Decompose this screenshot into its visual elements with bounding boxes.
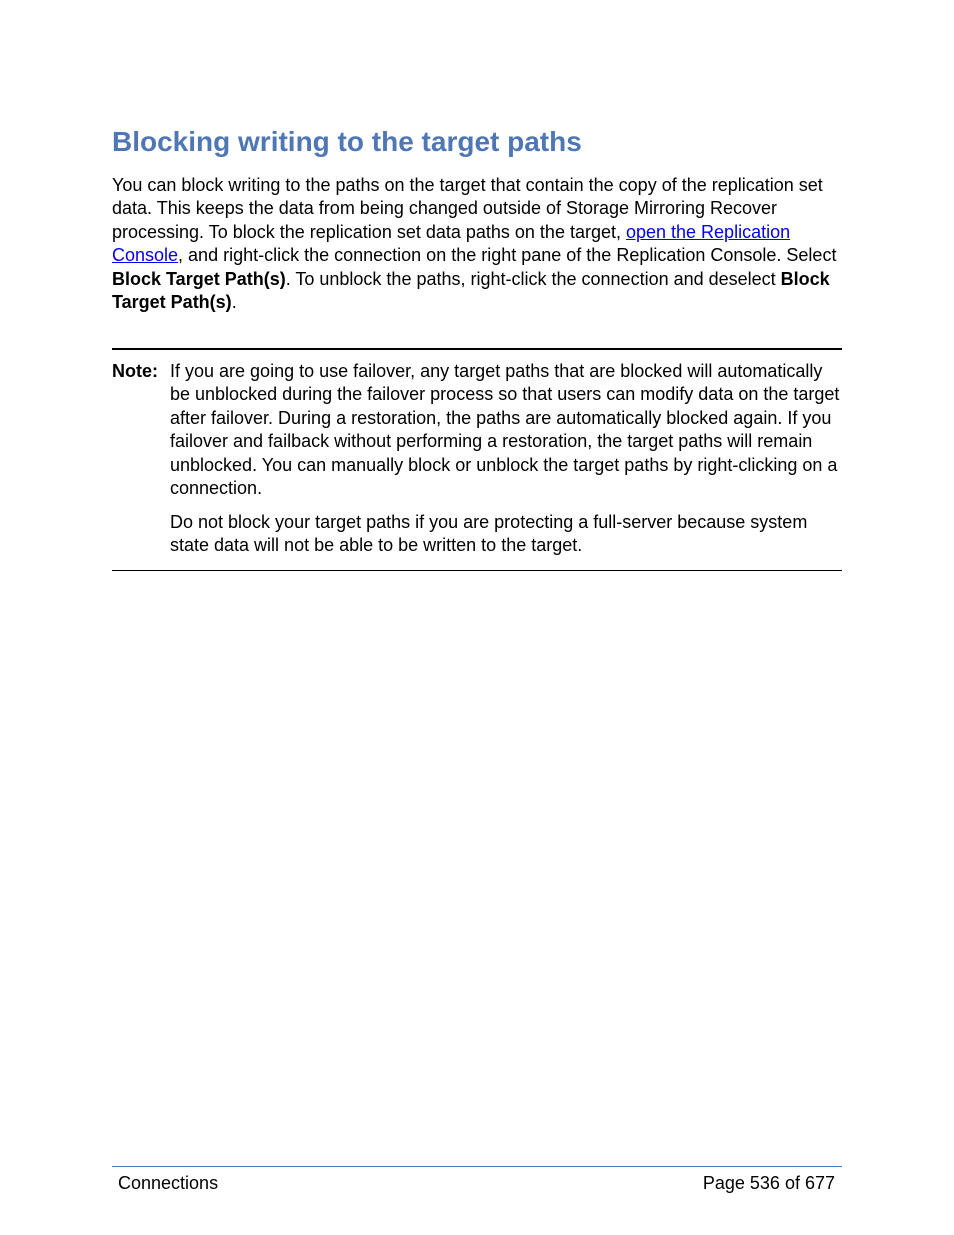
footer-section-name: Connections [118,1173,219,1193]
intro-text-3: . To unblock the paths, right-click the connection and deselect [285,268,781,289]
footer-rule [112,1166,842,1167]
note-bottom-rule [112,570,842,571]
intro-text-4: . [231,292,237,313]
open-replication-console-link[interactable]: open the Replication Console [112,221,791,266]
note-paragraph-2: Do not block your target paths if you are protecting a full-server because system state data will not be able to be written to the target. [170,512,808,556]
page-heading: Blocking writing to the target paths [112,126,582,157]
note-top-rule [112,348,842,350]
note-paragraph-1: If you are going to use failover, any target paths that are blocked will automatically be unblocked during the failover process so that users can modify data on the target after failover. During a restoration, the paths are automatically blocked again. If you failover and failback without performing a restoration, the target paths will remain unblocked. You can manually block or unblock the target paths by right-clicking on a connection. [170,361,840,499]
footer-page-number: Page 536 of 677 [702,1173,835,1193]
intro-text-2: , and right-click the connection on the right pane of the Replication Console. Select [178,245,837,266]
block-target-paths-term-2: Block Target Path(s) [112,268,830,313]
block-target-paths-term: Block Target Path(s) [112,268,286,289]
note-label: Note: [112,361,158,381]
intro-text-1: You can block writing to the paths on the target that contain the copy of the replication set data. This keeps the data from being changed outside of Storage Mirroring Recover processing. To block the replication set data paths on the target, [112,175,823,242]
intro-paragraph [112,174,847,314]
